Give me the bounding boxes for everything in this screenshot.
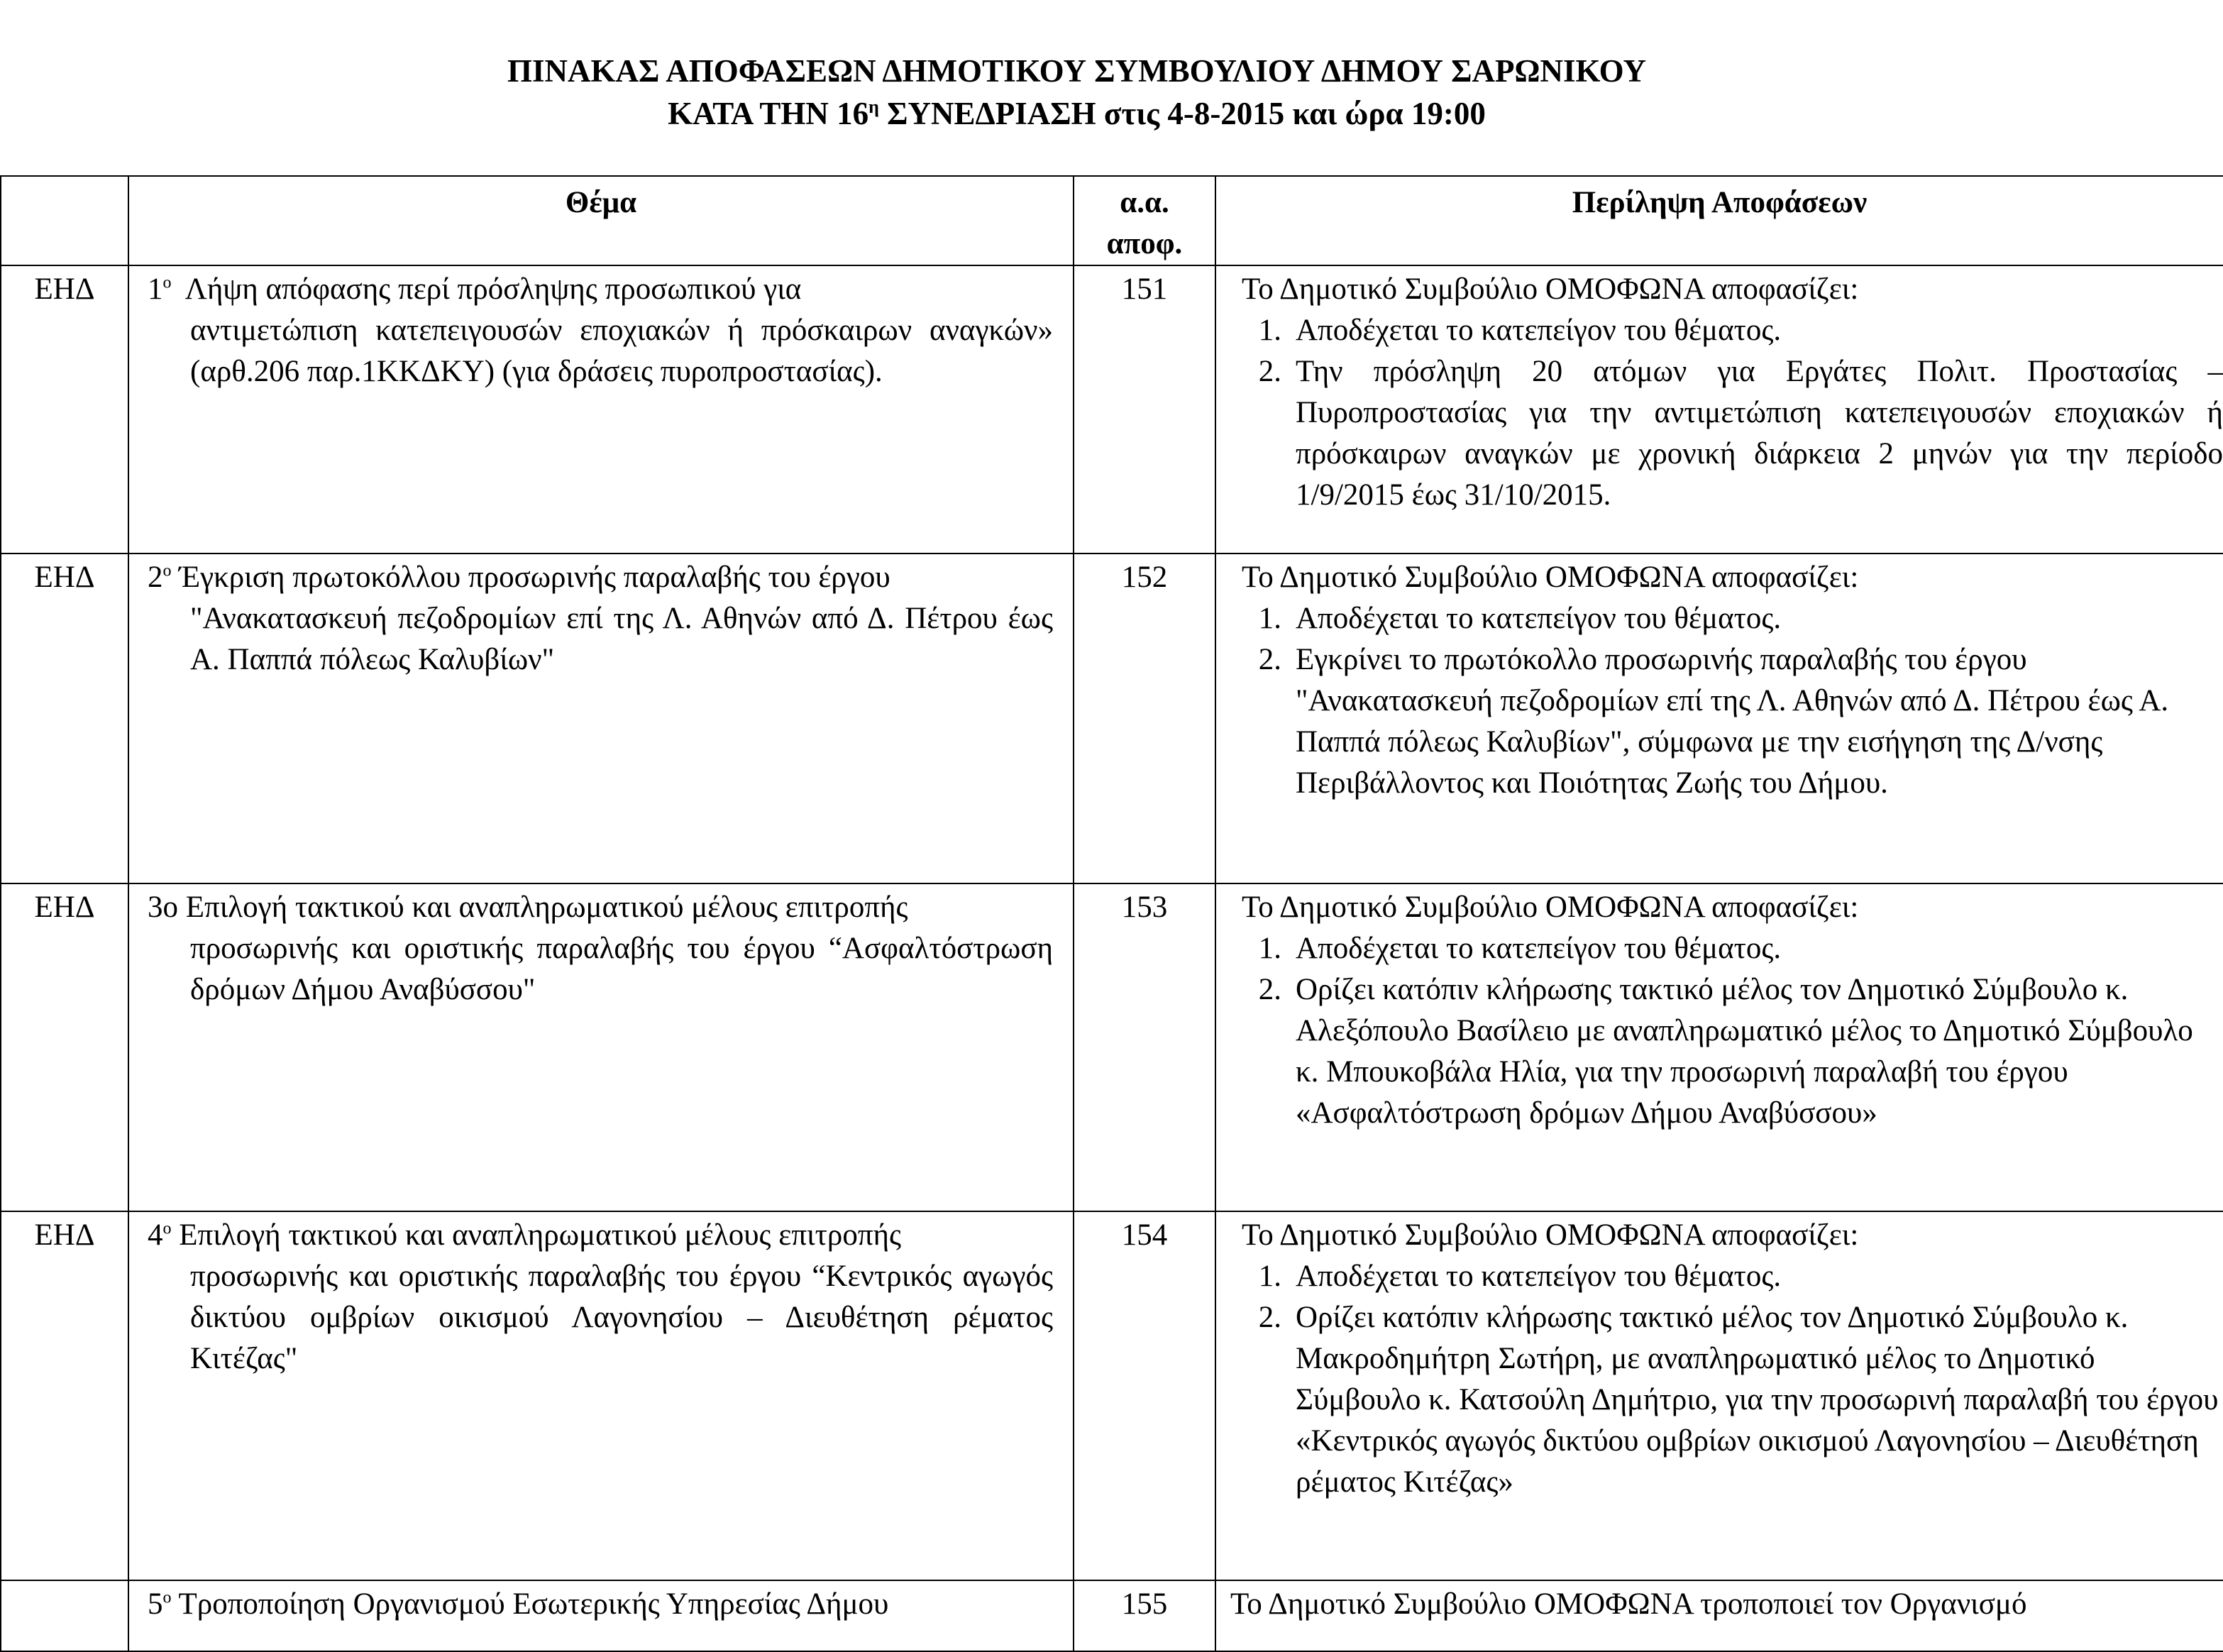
- table-row: [1, 265, 2223, 554]
- row-subject-rest: "Ανακατασκευή πεζοδρομίων επί της Λ. Αθηνών από Δ. Πέτρου έως Α. Παππά πόλεως Καλυβίων": [190, 602, 1053, 676]
- header-number-line1: α.α.: [1120, 186, 1169, 219]
- summary-item: [1242, 1256, 2223, 1297]
- row-ordinal: 5: [148, 1587, 163, 1621]
- summary-list: [1242, 310, 2223, 516]
- summary-item-text: Ορίζει κατόπιν κλήρωσης τακτικό μέλος τον Δημοτικό Σύμβουλο κ. Αλεξόπουλο Βασίλειο με αναπληρωματικό μέλος το Δημοτικό Σύμβουλο κ. Μπουκοβάλα Ηλία, για την προσωρινή παραλαβή του έργου «Ασφαλτόστρωση δρόμων Δήμου Αναβύσσου»: [1296, 973, 2193, 1130]
- summary-list: [1242, 598, 2223, 804]
- summary-item: [1242, 310, 2223, 351]
- row-subject: [128, 1580, 1074, 1651]
- row-summary: [1215, 883, 2223, 1211]
- row-subject-lead: Τροποποίηση Οργανισμού Εσωτερικής Υπηρεσίας Δήμου: [178, 1587, 889, 1621]
- row-ordinal: 2: [148, 561, 163, 594]
- row-subject-lead: Επιλογή τακτικού και αναπληρωματικού μέλους επιτροπής: [185, 891, 908, 924]
- summary-item: [1242, 1297, 2223, 1503]
- summary-item-number: 2.: [1258, 643, 1281, 676]
- summary-item-text: Αποδέχεται το κατεπείγον του θέματος.: [1296, 1260, 1782, 1293]
- row-subject-lead: Έγκριση πρωτοκόλλου προσωρινής παραλαβής του έργου: [179, 561, 890, 594]
- summary-item-text: Αποδέχεται το κατεπείγον του θέματος.: [1296, 602, 1782, 635]
- summary-item-text: Αποδέχεται το κατεπείγον του θέματος.: [1296, 314, 1782, 347]
- header-subject: Θέμα: [128, 176, 1074, 265]
- row-ordinal: 1: [148, 272, 163, 306]
- summary-item-number: 1.: [1258, 932, 1281, 965]
- row-subject-lead: Λήψη απόφασης περί πρόσληψης προσωπικού για: [184, 272, 802, 306]
- row-subject: [128, 265, 1074, 554]
- header-category: [1, 176, 128, 265]
- row-subject-rest: προσωρινής και οριστικής παραλαβής του έργου “Κεντρικός αγωγός δικτύου ομβρίων οικισμού Λαγονησίου – Διευθέτηση ρέματος Κιτέζας": [190, 1260, 1053, 1375]
- row-subject: [128, 1211, 1074, 1580]
- document-subtitle: [0, 92, 2153, 135]
- summary-item-number: 2.: [1258, 1301, 1281, 1334]
- row-number: 155: [1074, 1580, 1215, 1651]
- row-summary: [1215, 1211, 2223, 1580]
- row-category: ΕΗΔ: [1, 1211, 128, 1580]
- table-row: [1, 1580, 2223, 1651]
- summary-item: [1242, 598, 2223, 639]
- row-summary: [1215, 1580, 2223, 1651]
- summary-intro: Το Δημοτικό Συμβούλιο ΟΜΟΦΩΝΑ αποφασίζει:: [1242, 1218, 1859, 1252]
- row-category: ΕΗΔ: [1, 554, 128, 883]
- subtitle-superscript: η: [868, 97, 879, 117]
- row-subject-lead: Επιλογή τακτικού και αναπληρωματικού μέλους επιτροπής: [179, 1218, 902, 1252]
- row-ordinal-sup: ο: [162, 1588, 172, 1607]
- summary-item: [1242, 928, 2223, 969]
- row-summary: [1215, 265, 2223, 554]
- summary-intro: Το Δημοτικό Συμβούλιο ΟΜΟΦΩΝΑ αποφασίζει:: [1242, 891, 1859, 924]
- summary-item-number: 2.: [1258, 973, 1281, 1006]
- summary-item-text: Εγκρίνει το πρωτόκολλο προσωρινής παραλαβής του έργου "Ανακατασκευή πεζοδρομίων επί της Λ. Αθηνών από Δ. Πέτρου έως Α. Παππά πόλεως Καλυβίων", σύμφωνα με την εισήγηση της Δ/νσης Περιβάλλοντος και Ποιότητας Ζωής του Δήμου.: [1296, 643, 2169, 800]
- row-ordinal: 3ο: [148, 891, 178, 924]
- summary-item-number: 1.: [1258, 314, 1281, 347]
- summary-intro: Το Δημοτικό Συμβούλιο ΟΜΟΦΩΝΑ αποφασίζει:: [1242, 561, 1859, 594]
- row-ordinal-sup: ο: [162, 273, 172, 292]
- row-category: ΕΗΔ: [1, 265, 128, 554]
- table-row: [1, 554, 2223, 883]
- row-category: [1, 1580, 128, 1651]
- summary-item-number: 1.: [1258, 1260, 1281, 1293]
- summary-item: [1242, 639, 2223, 804]
- row-category: ΕΗΔ: [1, 883, 128, 1211]
- header-number: [1074, 176, 1215, 265]
- summary-item-number: 2.: [1258, 355, 1281, 388]
- summary-intro: Το Δημοτικό Συμβούλιο ΟΜΟΦΩΝΑ αποφασίζει:: [1242, 272, 1859, 306]
- header-number-line2: αποφ.: [1106, 227, 1183, 260]
- summary-item-text: Την πρόσληψη 20 ατόμων για Εργάτες Πολιτ. Προστασίας – Πυροπροστασίας για την αντιμετώπιση κατεπειγουσών εποχιακών ή πρόσκαιρων αναγκών με χρονική διάρκεια 2 μηνών για την περίοδο 1/9/2015 έως 31/10/2015.: [1296, 355, 2223, 512]
- summary-item: [1242, 969, 2223, 1134]
- row-summary: [1215, 554, 2223, 883]
- row-ordinal-sup: ο: [162, 561, 172, 580]
- row-number: 154: [1074, 1211, 1215, 1580]
- document-header: [0, 50, 2153, 135]
- row-ordinal: 4: [148, 1218, 163, 1252]
- summary-item: [1242, 351, 2223, 516]
- row-number: 153: [1074, 883, 1215, 1211]
- summary-intro: Το Δημοτικό Συμβούλιο ΟΜΟΦΩΝΑ τροποποιεί τον Οργανισμό: [1230, 1587, 2027, 1621]
- summary-list: [1242, 1256, 2223, 1503]
- row-number: 152: [1074, 554, 1215, 883]
- summary-item-number: 1.: [1258, 602, 1281, 635]
- decisions-table: [0, 175, 2223, 1652]
- summary-item-text: Ορίζει κατόπιν κλήρωσης τακτικό μέλος τον Δημοτικό Σύμβουλο κ. Μακροδημήτρη Σωτήρη, με αναπληρωματικό μέλος το Δημοτικό Σύμβουλο κ. Κατσούλη Δημήτριο, για την προσωρινή παραλαβή του έργου «Κεντρικός αγωγός δικτύου ομβρίων οικισμού Λαγονησίου – Διευθέτηση ρέματος Κιτέζας»: [1296, 1301, 2219, 1499]
- row-number: 151: [1074, 265, 1215, 554]
- row-subject-rest: προσωρινής και οριστικής παραλαβής του έργου “Ασφαλτόστρωση δρόμων Δήμου Αναβύσσου": [190, 932, 1053, 1006]
- header-summary: Περίληψη Αποφάσεων: [1215, 176, 2223, 265]
- document-title: ΠΙΝΑΚΑΣ ΑΠΟΦΑΣΕΩΝ ΔΗΜΟΤΙΚΟΥ ΣΥΜΒΟΥΛΙΟΥ ΔΗΜΟΥ ΣΑΡΩΝΙΚΟΥ: [507, 53, 1646, 89]
- table-row: [1, 1211, 2223, 1580]
- summary-item-text: Αποδέχεται το κατεπείγον του θέματος.: [1296, 932, 1782, 965]
- row-subject-rest: αντιμετώπιση κατεπειγουσών εποχιακών ή πρόσκαιρων αναγκών» (αρθ.206 παρ.1ΚΚΔΚΥ) (για δράσεις πυροπροστασίας).: [190, 314, 1053, 388]
- table-row: [1, 883, 2223, 1211]
- row-subject: [128, 554, 1074, 883]
- subtitle-text: ΚΑΤΑ ΤΗΝ 16: [668, 96, 869, 131]
- summary-list: [1242, 928, 2223, 1134]
- table-header-row: [1, 176, 2223, 265]
- subtitle-text-rest: ΣΥΝΕΔΡΙΑΣΗ στις 4-8-2015 και ώρα 19:00: [878, 96, 1486, 131]
- row-subject: [128, 883, 1074, 1211]
- row-ordinal-sup: ο: [162, 1219, 172, 1238]
